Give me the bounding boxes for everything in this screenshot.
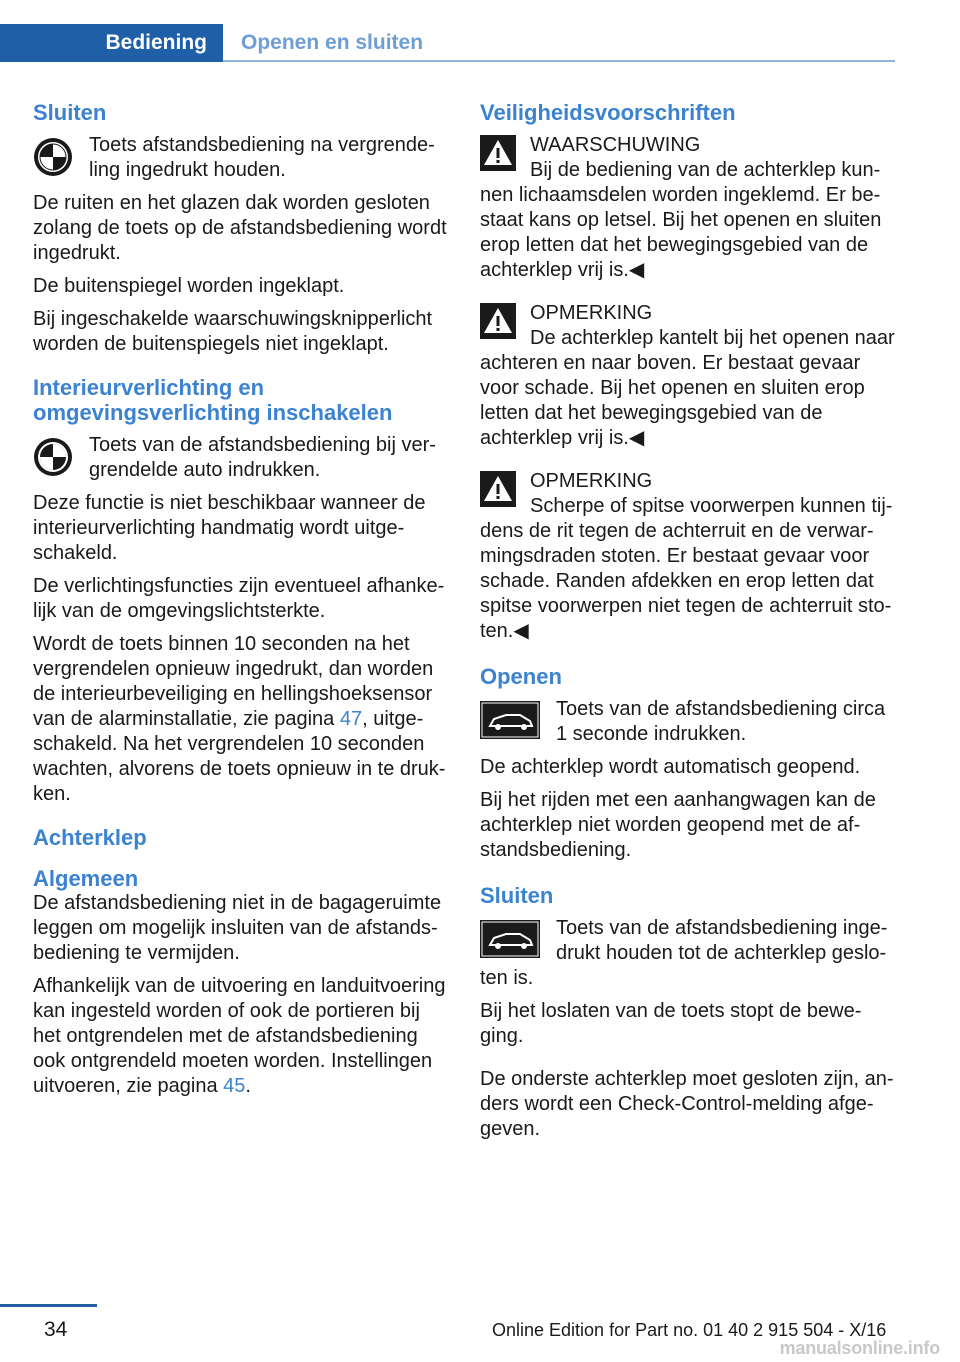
notice-block-1 <box>480 301 896 451</box>
header-divider <box>223 60 895 62</box>
openen-instruction-text: Toets van de afstandsbediening circa 1 seconde indrukken. <box>556 698 886 745</box>
right-column <box>480 100 896 1142</box>
page-link-47[interactable]: 47 <box>339 708 363 730</box>
tailgate-button-icon <box>480 701 540 739</box>
paragraph <box>33 632 449 807</box>
page-link-45[interactable]: 45 <box>223 1075 246 1097</box>
left-column <box>33 100 449 1099</box>
heading-interieurverlichting: Interieurverlichting en omgevingsverlichting inschakelen <box>33 375 393 425</box>
tailgate-button-icon <box>480 920 540 958</box>
tab-openen-en-sluiten[interactable]: Openen en sluiten <box>241 31 424 54</box>
warning-triangle-icon <box>480 471 516 507</box>
notice-title: OPMERKING <box>530 302 653 324</box>
interieur-instruction-text: Toets van de afstandsbediening bij ver-grendelde auto indrukken. <box>89 434 436 481</box>
bmw-key-unlock-icon <box>33 437 73 477</box>
text-span: . <box>245 1075 251 1097</box>
heading-sluiten-achterklep: Sluiten <box>480 883 554 908</box>
warning-title: WAARSCHUWING <box>530 134 701 156</box>
text-span: , uitge-schakeld. Na het vergrendelen 10 seconden wachten, alvorens de toets opnieuw in te druk-ken. <box>33 708 446 805</box>
heading-openen: Openen <box>480 664 562 689</box>
paragraph: De ruiten en het glazen dak worden gesloten zolang de toets op de afstandsbediening wordt ingedrukt. <box>33 192 447 264</box>
notice-title: OPMERKING <box>530 470 653 492</box>
heading-veiligheidsvoorschriften: Veiligheidsvoorschriften <box>480 100 736 125</box>
notice-block-2 <box>480 469 896 644</box>
warning-triangle-icon <box>480 135 516 171</box>
sluiten-achterklep-instruction <box>480 916 896 991</box>
page-header <box>0 0 960 64</box>
footer-divider <box>0 1304 97 1307</box>
paragraph: De buitenspiegel worden ingeklapt. <box>33 275 345 297</box>
paragraph: De onderste achterklep moet gesloten zijn, an-ders wordt een Check-Control-melding afge-geven. <box>480 1068 894 1140</box>
warning-block <box>480 133 896 283</box>
edition-text: Online Edition for Part no. 01 40 2 915 504 - X/16 <box>492 1320 887 1340</box>
sluiten-achterklep-instruction-text: Toets van de afstandsbediening inge-drukt houden tot de achterklep geslo-ten is. <box>480 917 888 989</box>
paragraph: Bij ingeschakelde waarschuwingsknipperlicht worden de buitenspiegels niet ingeklapt. <box>33 308 433 355</box>
paragraph: Bij het rijden met een aanhangwagen kan de achterklep niet worden geopend met de af-standsbediening. <box>480 789 876 861</box>
bmw-key-lock-icon <box>33 137 73 177</box>
notice-text: De achterklep kantelt bij het openen naar achteren en naar boven. Er bestaat gevaar voor schade. Bij het openen en sluiten erop letten dat het bewegingsgebied van de achterklep vrij is.◀ <box>480 327 895 449</box>
paragraph: De achterklep wordt automatisch geopend. <box>480 756 861 778</box>
paragraph <box>33 974 449 1099</box>
paragraph: Deze functie is niet beschikbaar wanneer de interieurverlichting handmatig wordt uitge-schakeld. <box>33 492 426 564</box>
heading-achterklep: Achterklep <box>33 825 147 850</box>
warning-triangle-icon <box>480 303 516 339</box>
paragraph: De afstandsbediening niet in de bagageruimte leggen om mogelijk insluiten van de afstands-bediening te vermijden. <box>33 892 442 964</box>
interieur-instruction <box>33 433 449 483</box>
paragraph: Bij het loslaten van de toets stopt de bewe-ging. <box>480 1000 862 1047</box>
heading-sluiten: Sluiten <box>33 100 107 125</box>
watermark: manualsonline.info <box>779 1338 940 1358</box>
text-span: Wordt de toets binnen 10 seconden na het vergrendelen opnieuw ingedrukt, dan worden de interieurbeveiliging en hellingshoeksensor van de alarminstallatie, zie pagina <box>33 633 434 730</box>
sluiten-instruction <box>33 133 449 183</box>
text-span: Afhankelijk van de uitvoering en landuitvoering kan ingesteld worden of ook de portieren bij het ontgrendelen met de afstandsbediening ook ontgrendeld moeten worden. Instellingen uitvoeren, zie pagina <box>33 975 446 1097</box>
paragraph: De verlichtingsfuncties zijn eventueel afhanke-lijk van de omgevingslichtsterkte. <box>33 575 445 622</box>
tab-bediening[interactable]: Bediening <box>0 24 223 62</box>
heading-algemeen: Algemeen <box>33 866 139 891</box>
warning-text: Bij de bediening van de achterklep kun-nen lichaamsdelen worden ingeklemd. Er be-staat kans op letsel. Bij het openen en sluiten erop letten dat het bewegingsgebied van de achterklep vrij is.◀ <box>480 159 882 281</box>
page-number: 34 <box>44 1318 68 1341</box>
notice-text: Scherpe of spitse voorwerpen kunnen tij-dens de rit tegen de achterruit en de verwar-mingsdraden stoten. Er bestaat gevaar voor schade. Randen afdekken en erop letten dat spitse voorwerpen niet tegen de achterruit sto-ten.◀ <box>480 495 893 642</box>
openen-instruction <box>480 697 896 747</box>
sluiten-instruction-text: Toets afstandsbediening na vergrende-ling ingedrukt houden. <box>89 134 435 181</box>
